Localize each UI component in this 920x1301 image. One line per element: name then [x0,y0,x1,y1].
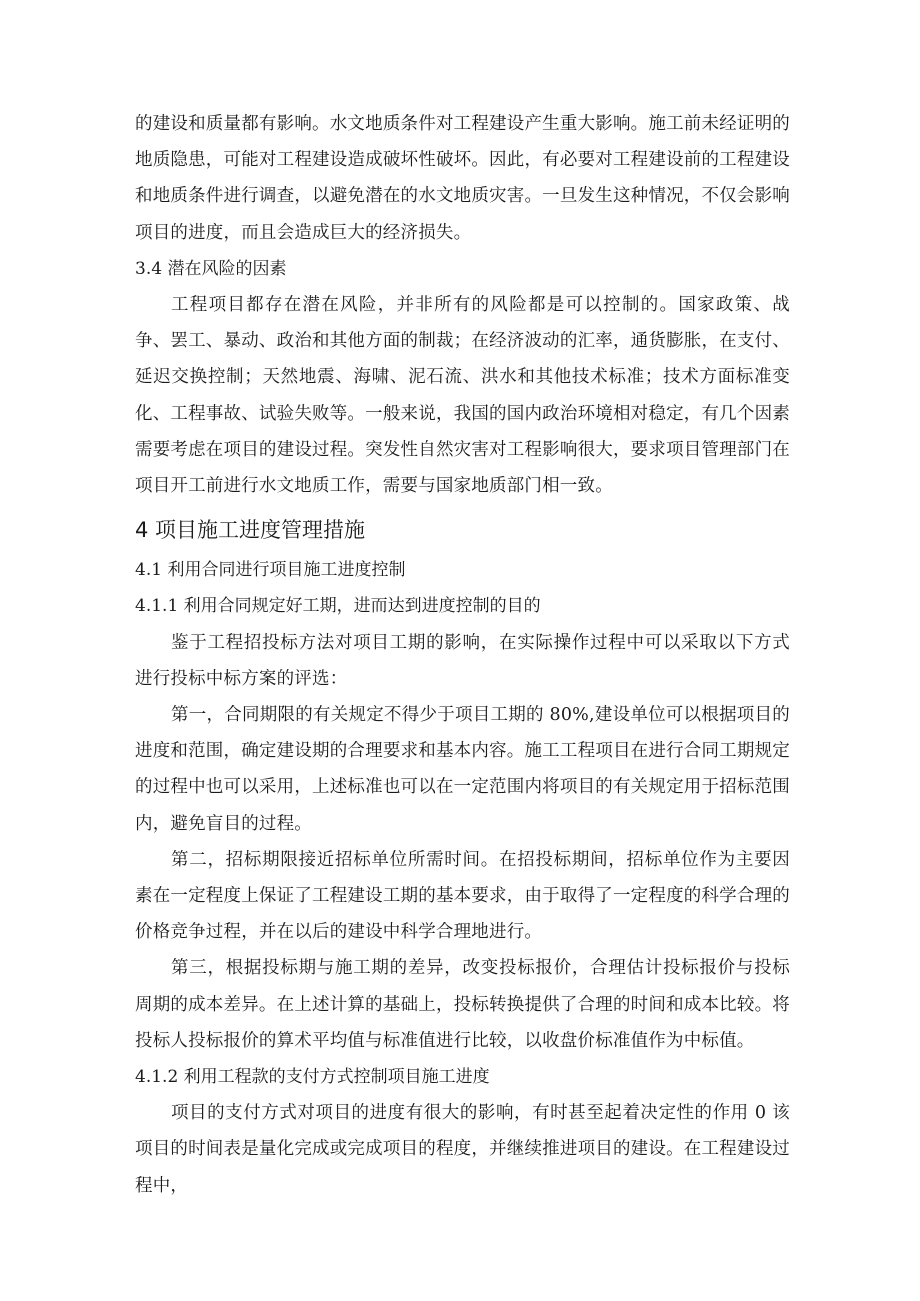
document-page [135,106,790,1204]
section-heading-4: 4 项目施工进度管理措施 [135,518,366,543]
paragraph-potential-risks: 工程项目都存在潜在风险，并非所有的风险都是可以控制的。国家政策、战争、罢工、暴动、政治和其他方面的制裁；在经济波动的汇率，通货膨胀，在支付、延迟交换控制；天然地震、海啸、泥石流、洪水和其他技术标准；技术方面标准变化、工程事故、试验失败等。一般来说，我国的国内政治环境相对稳定，有几个因素需要考虑在项目的建设过程。突发性自然灾害对工程影响很大，要求项目管理部门在项目开工前进行水文地质工作，需要与国家地质部门相一致。 [135,295,790,497]
paragraph-second-point: 第二，招标期限接近招标单位所需时间。在招投标期间，招标单位作为主要因素在一定程度上保证了工程建设工期的基本要求，由于取得了一定程度的科学合理的价格竞争过程，并在以后的建设中科学合理地进行。 [135,849,790,943]
subsection-heading-4-1: 4.1 利用合同进行项目施工进度控制 [135,560,406,581]
paragraph-hydrogeology-continued: 的建设和质量都有影响。水文地质条件对工程建设产生重大影响。施工前未经证明的地质隐患，可能对工程建设造成破坏性破坏。因此，有必要对工程建设前的工程建设和地质条件进行调查，以避免潜在的水文地质灾害。一旦发生这种情况，不仅会影响项目的进度，而且会造成巨大的经济损失。 [135,114,790,243]
subsection-heading-4-1-2: 4.1.2 利用工程款的支付方式控制项目施工进度 [135,1067,490,1088]
subsection-heading-4-1-1: 4.1.1 利用合同规定好工期，进而达到进度控制的目的 [135,596,541,617]
paragraph-bidding-intro: 鉴于工程招投标方法对项目工期的影响，在实际操作过程中可以采取以下方式进行投标中标方案的评选： [135,632,790,689]
paragraph-third-point: 第三，根据投标期与施工期的差异，改变投标报价，合理估计投标报价与投标周期的成本差异。在上述计算的基础上，投标转换提供了合理的时间和成本比较。将投标人投标报价的算术平均值与标准值进行比较，以收盘价标准值作为中标值。 [135,958,790,1051]
paragraph-payment-method: 项目的支付方式对项目的进度有很大的影响，有时甚至起着决定性的作用 0 该项目的时间表是量化完成或完成项目的程度，并继续推进项目的建设。在工程建设过程中， [135,1103,790,1196]
subsection-heading-3-4: 3.4 潜在风险的因素 [135,258,287,279]
paragraph-first-point: 第一，合同期限的有关规定不得少于项目工期的 80%,建设单位可以根据项目的进度和范围，确定建设期的合理要求和基本内容。施工工程项目在进行合同工期规定的过程中也可以采用，上述标准也可以在一定范围内将项目的有关规定用于招标范围内，避免盲目的过程。 [135,705,790,834]
